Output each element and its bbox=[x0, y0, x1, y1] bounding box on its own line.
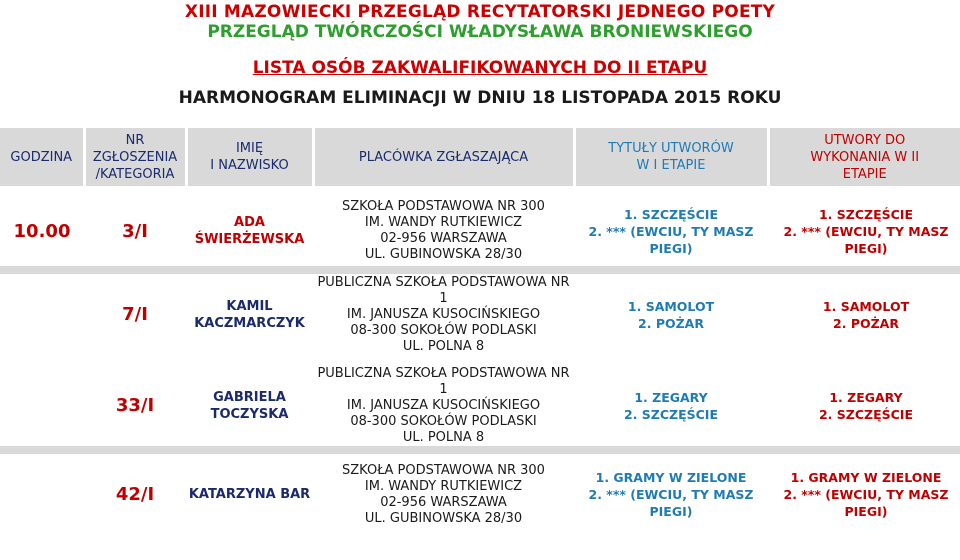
school-cell: SZKOŁA PODSTAWOWA NR 300 IM. WANDY RUTKIEWICZ 02-956 WARSZAWA UL. GUBINOWSKA 28/30 bbox=[342, 462, 545, 526]
table-row bbox=[0, 365, 960, 446]
works-stage1: 1. ZEGARY 2. SZCZĘŚCIE bbox=[623, 389, 718, 422]
school-cell: PUBLICZNA SZKOŁA PODSTAWOWA NR 1 IM. JANUSZA KUSOCIŃSKIEGO 08-300 SOKOŁÓW PODLASKI UL. POLNA 8 bbox=[317, 365, 570, 445]
title-line-1: XIII MAZOWIECKI PRZEGLĄD RECYTATORSKI JEDNEGO POETY bbox=[184, 2, 776, 22]
entry-number: 33/I bbox=[115, 395, 155, 416]
time-cell bbox=[0, 274, 84, 355]
participant-name: KATARZYNA BAR bbox=[188, 487, 311, 502]
list-title: LISTA OSÓB ZAKWALIFIKOWANYCH DO II ETAPU bbox=[252, 58, 708, 78]
works-stage2: 1. SAMOLOT 2. POŻAR bbox=[822, 298, 910, 331]
school-cell: SZKOŁA PODSTAWOWA NR 300 IM. WANDY RUTKIEWICZ 02-956 WARSZAWA UL. GUBINOWSKA 28/30 bbox=[342, 199, 545, 262]
title-line-2: PRZEGLĄD TWÓRCZOŚCI WŁADYSŁAWA BRONIEWSKIEGO bbox=[207, 22, 753, 42]
schedule-table bbox=[0, 128, 960, 535]
entry-number: 42/I bbox=[115, 484, 155, 505]
time-cell bbox=[0, 454, 84, 535]
works-stage1: 1. SAMOLOT 2. POŻAR bbox=[627, 298, 715, 331]
works-stage2: 1. ZEGARY 2. SZCZĘŚCIE bbox=[818, 389, 913, 422]
works-stage1: 1. GRAMY W ZIELONE 2. *** (EWCIU, TY MASZ PIEGI) bbox=[588, 470, 754, 519]
participant-name: GABRIELA TOCZYSKA bbox=[210, 389, 289, 422]
school-cell: PUBLICZNA SZKOŁA PODSTAWOWA NR 1 IM. JANUSZA KUSOCIŃSKIEGO 08-300 SOKOŁÓW PODLASKI UL. POLNA 8 bbox=[317, 274, 570, 354]
col-header-works-stage1: TYTUŁY UTWORÓW W I ETAPIE bbox=[574, 128, 768, 186]
table-row bbox=[0, 196, 960, 266]
col-header-works-stage2: UTWORY DO WYKONANIA W II ETAPIE bbox=[768, 128, 960, 186]
col-header-school: PLACÓWKA ZGŁASZAJĄCA bbox=[313, 128, 574, 186]
works-stage2: 1. GRAMY W ZIELONE 2. *** (EWCIU, TY MASZ PIEGI) bbox=[783, 470, 949, 519]
col-header-godzina: GODZINA bbox=[0, 128, 84, 186]
table-row bbox=[0, 274, 960, 355]
col-header-name: IMIĘ I NAZWISKO bbox=[186, 128, 313, 186]
entry-number: 3/I bbox=[122, 220, 148, 242]
schedule-title: HARMONOGRAM ELIMINACJI W DNIU 18 LISTOPADA 2015 ROKU bbox=[178, 88, 782, 108]
entry-number: 7/I bbox=[122, 304, 148, 325]
time-cell: 10.00 bbox=[13, 220, 71, 242]
col-header-nr: NR ZGŁOSZENIA /KATEGORIA bbox=[84, 128, 186, 186]
table-row bbox=[0, 454, 960, 535]
time-cell bbox=[0, 365, 84, 446]
table-header-row bbox=[0, 128, 960, 186]
works-stage2: 1. SZCZĘŚCIE 2. *** (EWCIU, TY MASZ PIEGI) bbox=[783, 206, 949, 256]
works-stage1: 1. SZCZĘŚCIE 2. *** (EWCIU, TY MASZ PIEGI) bbox=[588, 206, 754, 256]
participant-name: KAMIL KACZMARCZYK bbox=[194, 298, 305, 331]
participant-name: ADA ŚWIERŻEWSKA bbox=[194, 215, 305, 247]
